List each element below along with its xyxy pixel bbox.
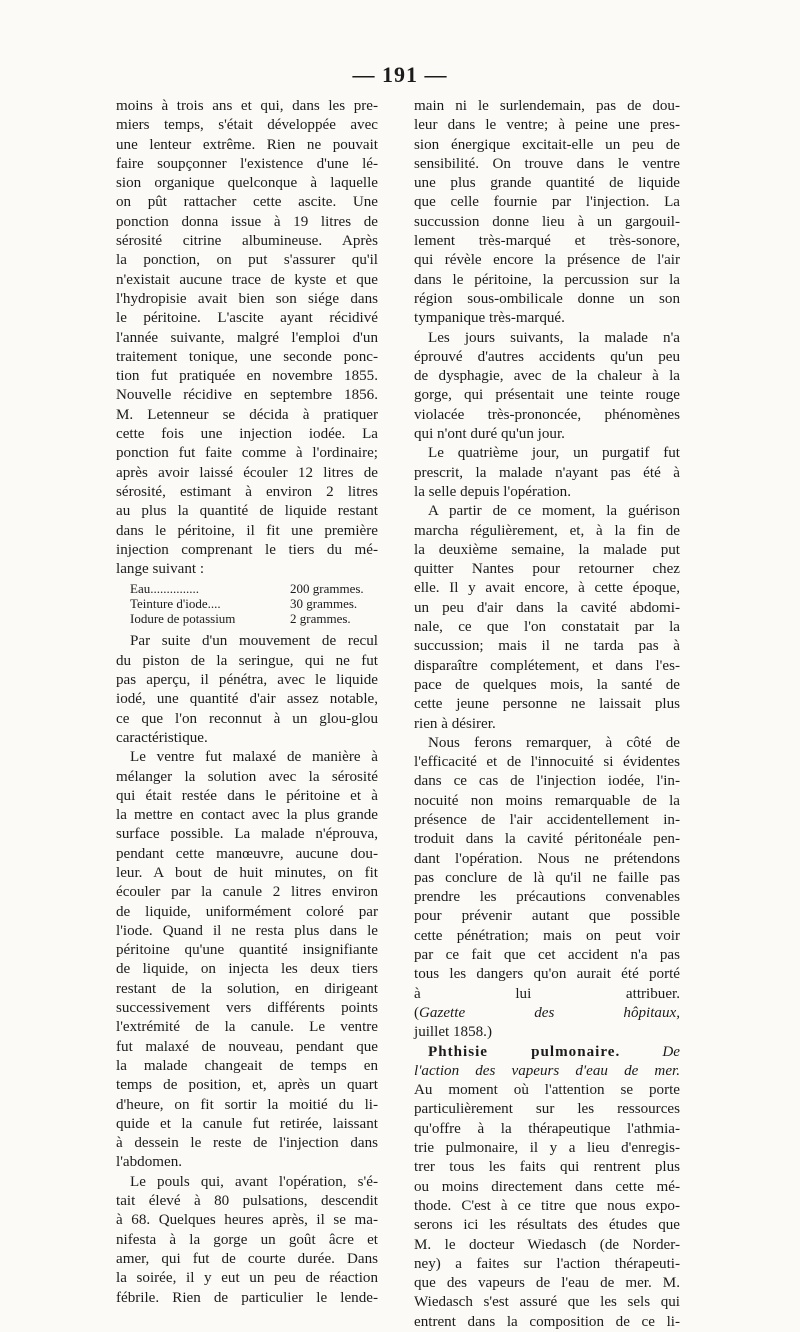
text-line: n'existait aucune trace de kyste et que [116, 271, 378, 288]
text-line: Nous ferons remarquer, à côté de [428, 734, 680, 751]
recipe-amount: 30 grammes. [290, 596, 358, 612]
text-line: dans le péritoine, la percussion sur la [414, 271, 680, 288]
text-line: écouler par la canule 2 litres environ [116, 884, 378, 901]
text-line: une lenteur extrême. Rien ne pouvait [116, 136, 378, 153]
paragraph [414, 1081, 680, 1332]
section-subtitle: l'action des vapeurs d'eau de mer. [414, 1062, 680, 1079]
text-line: quide et la canule fut retirée, laissant [116, 1115, 378, 1132]
text-line: péritoine qu'une quantité insignifiante [116, 942, 378, 959]
text-line: faire soupçonner l'existence d'une lé- [116, 155, 378, 172]
text-line: Les jours suivants, la malade n'a [428, 329, 680, 346]
text-line: de liquide, uniformément coloré par [116, 903, 378, 920]
text-line: violacée très-prononcée, phénomènes [414, 406, 680, 423]
text-line: traitement tonique, une seconde ponc- [116, 348, 378, 365]
right-column [414, 97, 680, 1332]
text-line: entrent dans la composition de ce li- [414, 1313, 680, 1330]
paragraph [414, 502, 680, 734]
text-line: une plus grande quantité de liquide [414, 175, 680, 192]
section-title-end: De [662, 1043, 680, 1060]
text-line: de liquide, on injecta les deux tiers [116, 961, 378, 978]
recipe-amount: 200 grammes. [290, 581, 364, 597]
text-line: moins à trois ans et qui, dans les pre- [116, 98, 378, 114]
text-line: succussion; mais il ne tarda pas à [414, 638, 680, 655]
text-line: qui révèle encore la présence de l'air [414, 252, 680, 269]
recipe-ingredient: Teinture d'iode.... [130, 596, 221, 612]
recipe-ingredient: Eau............... [130, 581, 199, 597]
text-line: rien à désirer. [414, 715, 496, 732]
text-line: ou moins directement dans cette mé- [414, 1178, 680, 1195]
citation-source: Gazette des hôpitaux, [419, 1004, 680, 1021]
paragraph [116, 632, 378, 748]
paragraph [414, 734, 680, 1004]
text-line: disparaître complétement, et dans l'es- [414, 657, 680, 674]
text-line: région sous-ombilicale donne un son [414, 290, 680, 307]
text-line: amer, qui fut de courte durée. Dans [116, 1250, 378, 1267]
citation-line: (Gazette des hôpitaux, [414, 1004, 680, 1021]
text-line: pour prévenir autant que possible [414, 908, 680, 925]
text-line: l'efficacité et de l'innocuité si évidentes [414, 754, 680, 771]
text-line: dans ce cas de l'injection iodée, l'in- [414, 773, 680, 790]
text-line: qui n'ont duré qu'un jour. [414, 426, 565, 443]
text-line: nale, ce que l'on constatait par la [414, 619, 680, 636]
text-line: l'extrémité de la canule. Le ventre [116, 1019, 378, 1036]
text-line: sion organique quelconque à laquelle [116, 175, 378, 192]
text-line: Par suite d'un mouvement de recul [130, 633, 378, 650]
text-line: pas conclure de là qu'il ne faille pas [414, 869, 680, 886]
text-line: cette fois une injection iodée. La [116, 426, 378, 443]
text-line: pas aperçu, il pénétra, avec le liquide [116, 672, 378, 689]
text-line: ponction fut faite comme à l'ordinaire; [116, 445, 378, 462]
text-line: particulièrement sur les ressources [414, 1101, 680, 1118]
text-line: tion fut pratiquée en novembre 1855. [116, 368, 378, 385]
text-line: un peu d'air dans la cavité abdomi- [414, 599, 680, 616]
paragraph [414, 329, 680, 445]
text-line: la soirée, il y eut un peu de réaction [116, 1270, 378, 1287]
text-line: gorge, qui présentait une teinte rouge [414, 387, 680, 404]
text-line: du piston de la seringue, qui ne fut [116, 652, 378, 669]
text-line: elle. Il y avait encore, à cette époque, [414, 580, 680, 597]
text-line: trer tous les faits qui rentrent plus [414, 1159, 680, 1176]
text-line: sérosité, estimant à environ 2 litres [116, 483, 378, 500]
paragraph [116, 748, 378, 1173]
text-line: ney) a faites sur l'action thérapeuti- [414, 1255, 680, 1272]
text-line: l'hydropisie avait bien son siége dans [116, 290, 378, 307]
section-heading [414, 1043, 680, 1062]
recipe-ingredient: Iodure de potassium [130, 611, 236, 627]
text-line: de dysphagie, avec de la chaleur à la [414, 368, 680, 385]
text-line: miers temps, s'était développée avec [116, 117, 378, 134]
paragraph [116, 1173, 378, 1308]
text-line: cette pénétration; mais on peut voir [414, 927, 680, 944]
text-line: la ponction, on put s'assurer qu'il [116, 252, 378, 269]
text-line: restant de la solution, en dirigeant [116, 980, 378, 997]
text-line: Le ventre fut malaxé de manière à [130, 749, 378, 766]
text-line: M. Letenneur se décida à pratiquer [116, 406, 378, 423]
text-line: qui était restée dans le péritoine et à [116, 787, 378, 804]
text-line: A partir de ce moment, la guérison [428, 503, 680, 520]
text-line: pendant cette manœuvre, aucune dou- [116, 845, 378, 862]
text-line: la deuxième semaine, la malade put [414, 541, 680, 558]
text-line: l'abdomen. [116, 1154, 183, 1171]
text-line: sérosité citrine albumineuse. Après [116, 233, 378, 250]
text-line: présence de l'air accidentellement in- [414, 811, 680, 828]
text-line: succussion donne lieu à un gargouil- [414, 213, 680, 230]
text-line: caractéristique. [116, 729, 208, 746]
text-line: temps de position, et, après un quart [116, 1077, 378, 1094]
text-line: la mettre en contact avec la plus grande [116, 807, 378, 824]
text-line: nocuité non moins remarquable de la [414, 792, 680, 809]
text-line: la selle depuis l'opération. [414, 483, 571, 500]
text-line: M. le docteur Wiedasch (de Norder- [414, 1236, 680, 1253]
text-line: prescrit, la malade n'ayant pas été à [414, 464, 680, 481]
text-line: lange suivant : [116, 561, 205, 578]
recipe-row [130, 581, 378, 596]
text-line: trie pulmonaire, il y a lieu d'enregis- [414, 1140, 680, 1157]
recipe-row [130, 611, 378, 626]
text-line: leur. A bout de huit minutes, on fit [116, 864, 378, 881]
section-title: Phthisie pulmonaire. [428, 1043, 621, 1060]
citation-date: juillet 1858.) [414, 1024, 492, 1041]
text-line: quitter Nantes pour retourner chez [414, 561, 680, 578]
text-line: prendre les précautions convenables [414, 889, 680, 906]
recipe-amount: 2 grammes. [290, 611, 351, 627]
text-line: iodé, une quantité d'air assez notable, [116, 691, 378, 708]
text-line: pace de quelques mois, la santé de [414, 676, 680, 693]
left-column [116, 97, 378, 1308]
text-line: cette jeune personne ne laissait plus [414, 696, 680, 713]
text-line: Wiedasch s'est assuré que les sels qui [414, 1294, 680, 1311]
text-line: Au moment où l'attention se porte [414, 1082, 680, 1099]
text-line: thode. C'est à ce titre que nous expo- [414, 1197, 680, 1214]
text-line: fébrile. Rien de particulier le lende- [116, 1289, 378, 1306]
text-line: qu'offre à la thérapeutique l'athmia- [414, 1120, 680, 1137]
text-line: par ce fait que cet accident n'a pas [414, 947, 680, 964]
recipe-list [130, 581, 378, 626]
text-line: troduit dans la cavité péritonéale pen- [414, 831, 680, 848]
text-line: tympanique très-marqué. [414, 310, 565, 327]
text-line: fut malaxé de nouveau, pendant que [116, 1038, 378, 1055]
text-line: tous les dangers qu'on aurait été porté [414, 966, 680, 983]
text-line: nifesta à la gorge un goût âcre et [116, 1231, 378, 1248]
text-line: le péritoine. L'ascite ayant récidivé [116, 310, 378, 327]
text-line: mélanger la solution avec la sérosité [116, 768, 378, 785]
text-line: surface possible. La malade n'éprouva, [116, 826, 378, 843]
text-line: tait élevé à 80 pulsations, descendit [116, 1193, 378, 1210]
text-line: l'année suivante, malgré l'emploi d'un [116, 329, 378, 346]
text-line: ponction donna issue à 19 litres de [116, 213, 378, 230]
text-line: dant l'opération. Nous ne prétendons [414, 850, 680, 867]
text-line: marcha régulièrement, et, à la fin de [414, 522, 680, 539]
text-line: serons ici les résultats des études que [414, 1217, 680, 1234]
text-line: à dessein le reste de l'injection dans [116, 1135, 378, 1152]
text-line: Nouvelle récidive en septembre 1856. [116, 387, 378, 404]
text-line: successivement vers différents points [116, 1000, 378, 1017]
text-line: d'heure, on fit sortir la moitié du li- [116, 1096, 378, 1113]
text-line: que celle fournie par l'injection. La [414, 194, 680, 211]
text-line: au plus la quantité de liquide restant [116, 503, 378, 520]
text-line: la malade changeait de temps en [116, 1057, 378, 1074]
text-line: que des vapeurs de l'eau de mer. M. [414, 1275, 680, 1292]
page-number: — 191 — [352, 62, 448, 87]
text-line: après avoir laissé écouler 12 litres de [116, 464, 378, 481]
text-line: sensibilité. On trouve dans le ventre [414, 155, 680, 172]
text-line: leur dans le ventre; à peine une pres- [414, 117, 680, 134]
text-line: dans le péritoine, il fit une première [116, 522, 378, 539]
text-line: injection comprenant le tiers du mé- [116, 541, 378, 558]
text-line: lement très-marqué et très-sonore, [414, 233, 680, 250]
text-line: ce que l'on reconnut à un glou-glou [116, 710, 378, 727]
paragraph [414, 97, 680, 329]
paragraph [116, 97, 378, 579]
text-line: main ni le surlendemain, pas de dou- [414, 98, 680, 114]
text-line: éprouvé d'autres accidents qu'un peu [414, 348, 680, 365]
text-line: l'iode. Quand il ne resta plus dans le [116, 922, 378, 939]
text-line: Le quatrième jour, un purgatif fut [428, 445, 680, 462]
recipe-row [130, 596, 378, 611]
text-line: on pût rattacher cette ascite. Une [116, 194, 378, 211]
text-line: à lui attribuer. [414, 985, 680, 1002]
text-line: à 68. Quelques heures après, il se ma- [116, 1212, 378, 1229]
paragraph [414, 444, 680, 502]
text-line: sion énergique excitait-elle un peu de [414, 136, 680, 153]
text-line: Le pouls qui, avant l'opération, s'é- [130, 1173, 378, 1190]
